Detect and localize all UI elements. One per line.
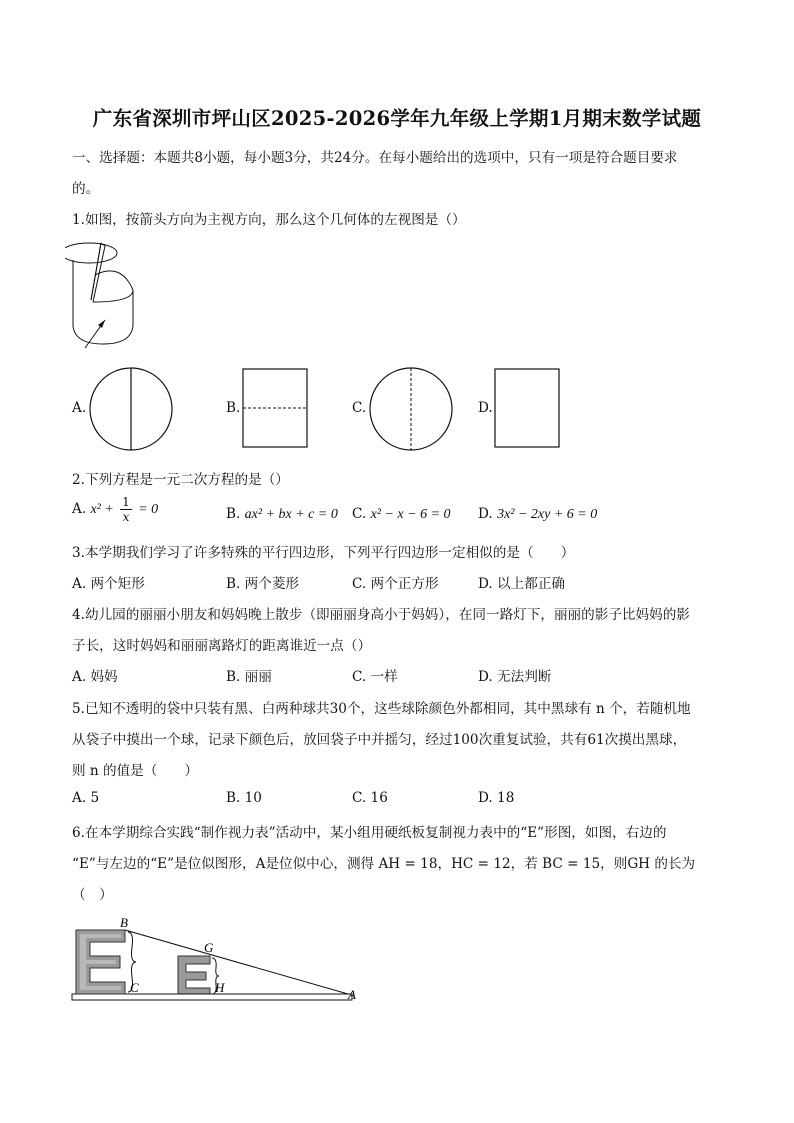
q5-option-c: C. 16	[352, 790, 388, 806]
section-instructions-line1: 一、选择题：本题共8小题，每小题3分，共24分。在每小题给出的选项中，只有一项是符合题目要求	[72, 150, 678, 166]
q1-option-b-figure	[242, 368, 310, 450]
section-instructions-line2: 的。	[72, 181, 100, 197]
small-e-shape	[178, 956, 210, 994]
q6-stem-line1: 6.在本学期综合实践“制作视力表”活动中，某小组用硬纸板复制视力表中的“E”形图，如图，右边的	[72, 825, 667, 841]
q6-stem-line3: （ ）	[72, 887, 113, 903]
q2-option-c-math: x² − x − 6 = 0	[370, 507, 451, 522]
page-title: 广东省深圳市坪山区2025-2026学年九年级上学期1月期末数学试题	[92, 107, 702, 130]
q2-option-b	[226, 506, 338, 523]
q2-option-a-label: A.	[72, 501, 87, 517]
q2-option-a-pre: x² +	[90, 502, 114, 517]
fraction-denominator: x	[122, 510, 130, 524]
q2-option-d	[478, 506, 597, 523]
q3-option-d: D. 以上都正确	[478, 576, 566, 592]
q6-stem-line2: “E”与左边的“E”是位似图形，A是位似中心，测得 AH = 18，HC = 12，若 BC = 15，则GH 的长为	[72, 856, 696, 872]
q2-option-c	[352, 506, 451, 523]
q2-option-b-math: ax² + bx + c = 0	[244, 507, 338, 522]
q2-option-a	[72, 496, 158, 523]
q3-option-a: A. 两个矩形	[72, 576, 145, 592]
q4-option-a: A. 妈妈	[72, 669, 118, 685]
label-b: B	[120, 915, 128, 930]
q2-option-a-post: = 0	[138, 502, 159, 517]
q4-option-c: C. 一样	[352, 669, 398, 685]
q1-option-c-label: C.	[352, 400, 367, 416]
q5-stem-line2: 从袋子中摸出一个球，记录下颜色后，放回袋子中并摇匀，经过100次重复试验，共有61次摸出黑球，	[72, 732, 687, 748]
label-a: A	[348, 987, 356, 1002]
q5-stem-line3: 则 n 的值是（ ）	[72, 763, 199, 779]
q1-option-b-label: B.	[226, 400, 241, 416]
q3-option-c: C. 两个正方形	[352, 576, 439, 592]
q2-option-b-label: B.	[226, 506, 241, 522]
q5-option-d: D. 18	[478, 790, 515, 806]
q2-option-d-math: 3x² − 2xy + 6 = 0	[497, 507, 598, 522]
q5-stem-line1: 5.已知不透明的袋中只装有黑、白两种球共30个，这些球除颜色外都相同，其中黑球有 n 个，若随机地	[72, 701, 691, 717]
q1-option-d-label: D.	[478, 400, 493, 416]
q3-stem: 3.本学期我们学习了许多特殊的平行四边形，下列平行四边形一定相似的是（ ）	[72, 545, 575, 561]
q1-option-a-figure	[88, 366, 176, 454]
q2-option-c-label: C.	[352, 506, 367, 522]
q1-option-a-label: A.	[72, 400, 87, 416]
q1-option-d-figure	[494, 368, 562, 450]
q2-stem: 2.下列方程是一元二次方程的是（）	[72, 472, 289, 488]
q6-eye-chart-figure	[70, 912, 370, 1008]
q2-option-a-fraction	[120, 496, 132, 523]
fraction-numerator: 1	[122, 495, 130, 509]
q2-option-d-label: D.	[478, 506, 493, 522]
q5-option-a: A. 5	[72, 790, 100, 806]
label-h: H	[215, 980, 225, 995]
q5-option-b: B. 10	[226, 790, 262, 806]
q1-option-c-figure	[368, 366, 456, 454]
q4-option-d: D. 无法判断	[478, 669, 552, 685]
q1-stem: 1.如图，按箭头方向为主视方向，那么这个几何体的左视图是（）	[72, 212, 466, 228]
label-c: C	[130, 980, 139, 995]
line-ba	[125, 930, 348, 994]
q1-solid-figure	[65, 240, 145, 352]
q4-stem-line2: 子长，这时妈妈和丽丽离路灯的距离谁近一点（）	[72, 638, 372, 654]
q4-option-b: B. 丽丽	[226, 669, 272, 685]
q3-option-b: B. 两个菱形	[226, 576, 300, 592]
ground-plank	[72, 994, 352, 1000]
q4-stem-line1: 4.幼儿园的丽丽小朋友和妈妈晚上散步（即丽丽身高小于妈妈），在同一路灯下，丽丽的影子比妈妈的影	[72, 607, 690, 623]
label-g: G	[204, 940, 214, 955]
